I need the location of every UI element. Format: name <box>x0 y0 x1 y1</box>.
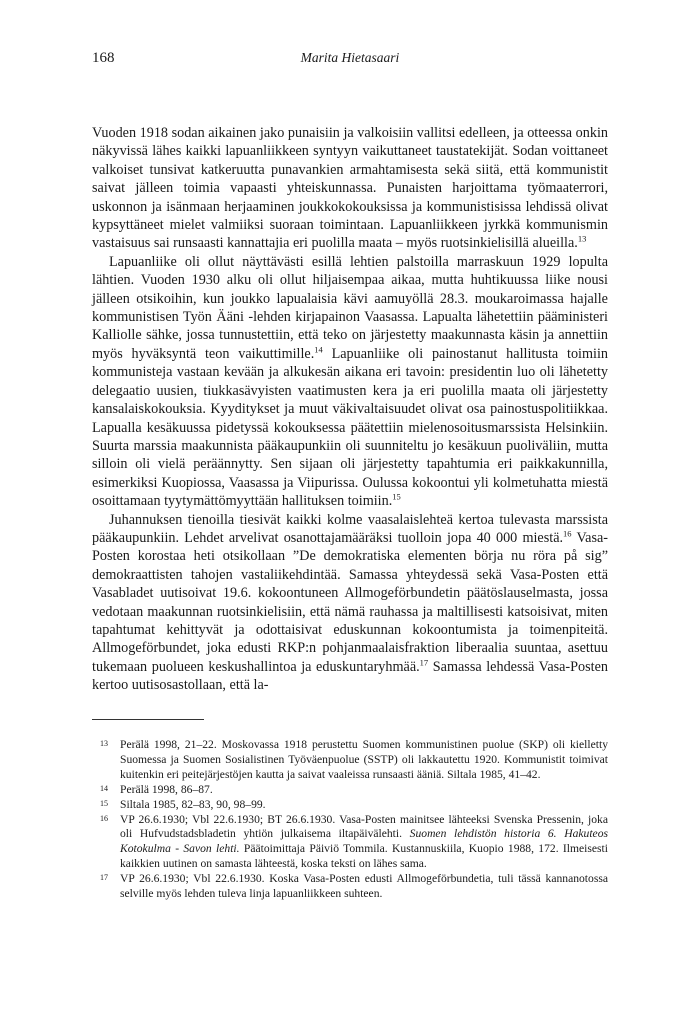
footnote-number: 16 <box>100 813 108 823</box>
footnote-italic-title: Suomen lehdistön historia 6. Hakuteos Kotokulma - Savon lehti. <box>120 827 608 856</box>
page-number: 168 <box>92 50 115 66</box>
paragraph-text: Lapuanliike oli painostanut hallitusta toimiin kommunisteja vastaan kevään ja alkukesän aikana eri tavoin: presidentin luo oli lähetetty delegaatio uusien, tiukkasävyisten vaatimusten kera ja eri puolilla maata oli järjestetty kansalaiskokouksia. Kyyditykset ja muut väkivaltaisuudet olivat osa painostuspolitiikkaa. Lapualla kesäkuussa pidetyssä kokouksessa päätettiin mielenosoitusmarssista Helsinkiin. Suurta marssia maakunnista pääkaupunkiin oli suunniteltu jo kesäkuun puoliväliin, mutta silloin oli vielä peräännytty. Sen sijaan oli järjestetty tapahtumia eri paikkakunnilla, esimerkiksi Kuopiossa, Vaasassa ja Viipurissa. Oulussa kokoontui yli kolmetuhatta miestä osoittamaan tyytymättömyyttään hallituksen toimiin. <box>92 345 608 510</box>
paragraph-text: Samassa lehdessä Vasa-Posten kertoo uutisosastollaan, että la- <box>92 658 608 694</box>
footnotes <box>92 738 608 902</box>
footnote-separator <box>92 719 204 720</box>
footnote-number: 13 <box>100 739 108 748</box>
paragraph-2 <box>92 253 608 511</box>
paragraph-text: Juhannuksen tienoilla tiesivät kaikki kolme vaasalaislehteä kertoa tulevasta marssista pääkaupunkiin. Lehdet arvelivat osanottajamääräksi tuolloin jopa 40 000 miestä. <box>92 511 608 546</box>
footnote-number: 14 <box>100 783 108 793</box>
footnote-text: Perälä 1998, 21–22. Moskovassa 1918 perustettu Suomen kommunistinen puolue (SKP) oli kielletty Suomessa ja Suomen Sosialistinen Työväenpuolue (SSTP) oli lakkautettu 1920. Kommunistit toimivat kuitenkin eri peitejärjestöjen kautta ja saivat vaaleissa runsaasti ääniä. Siltala 1985, 41–42. <box>120 738 608 781</box>
footnote-ref[interactable]: 17 <box>419 657 429 668</box>
footnote-ref[interactable]: 14 <box>314 344 323 355</box>
paragraph-1 <box>92 124 608 253</box>
footnote-text: Päätoimittaja Päiviö Tommila. Kustannuskiila, Kuopio 1988, 172. Ilmeisesti kaikkien uutinen on samasta lähteestä, koska teksti on lähes sama. <box>120 842 608 871</box>
footnote-text: VP 26.6.1930; Vbl 22.6.1930. Koska Vasa-Posten edusti Allmogeförbundetia, tuli tässä kannanotossa selville myös lehden tuleva linja lapuanliikkeen suhteen. <box>120 872 608 901</box>
footnote-text: Siltala 1985, 82–83, 90, 98–99. <box>120 797 266 811</box>
footnote-ref[interactable]: 13 <box>577 233 587 244</box>
footnote-15 <box>92 798 608 813</box>
footnote-text: Perälä 1998, 86–87. <box>120 782 213 796</box>
footnote-number: 15 <box>100 798 108 808</box>
footnote-ref[interactable]: 15 <box>392 491 401 502</box>
footnote-number: 17 <box>100 873 108 883</box>
page-header <box>92 50 608 70</box>
paragraph-text: Vasa-Posten korostaa heti otsikollaan ”De demokratiska elementen börja nu röra på sig” demokraattisten tahojen vastaliikehdintää. Samassa yhteydessä sekä Vasa-Posten että Vasabladet uutisoivat 19.6. kokoontuneen Allmogeförbundetin päätöslauselmasta, jossa vedotaan maakunnan ruotsinkielisiin, että nämä rauhassa ja maltillisesti katsoisivat, miten tapahtumat kehittyvät ja odottaisivat eduskunnan kokoontumista ja toimenpiteitä. Allmogeförbundet, joka edusti RKP:n pohjanmaalaisfraktion liberaalia suuntaa, asettuu tukemaan puolueen keskushallintoa ja eduskuntaryhmää. <box>92 529 609 675</box>
paragraph-3 <box>92 511 608 695</box>
footnote-text: VP 26.6.1930; Vbl 22.6.1930; BT 26.6.1930. Vasa-Posten mainitsee lähteeksi Svenska Pressenin, joka oli Hufvudstadsbladetin yhtiön julkaisema iltapäivälehti. <box>120 812 608 841</box>
footnote-16 <box>92 813 608 873</box>
running-head: Marita Hietasaari <box>300 50 400 65</box>
footnote-13 <box>92 738 608 783</box>
footnote-17 <box>92 872 608 902</box>
footnote-14 <box>92 783 608 798</box>
paragraph-text: Lapuanliike oli ollut näyttävästi esillä lehtien palstoilla marraskuun 1929 lopulta lähtien. Vuoden 1930 alku oli ollut hiljaisempaa aikaa, mutta huhtikuussa liike nousi jälleen otsikoihin, kun joukko lapualaisia kävi aamuyöllä 28.3. moukaroimassa hajalle kommunistisen Työn Ääni -lehden kirjapainon Vaasassa. Lapualta lähetettiin pääministeri Kalliolle sähke, jossa tunnustettiin, että teko on järjestetty maakunnasta käsin ja annettiin myös hyväksyntä teon vaikuttimille. <box>92 253 608 362</box>
footnote-ref[interactable]: 16 <box>563 528 572 539</box>
body-text <box>92 124 608 695</box>
paragraph-text: Vuoden 1918 sodan aikainen jako punaisiin ja valkoisiin vallitsi edelleen, ja otteessa onkin näkyvissä lähes kaikki lapuanliikkeen syntyyn vaikuttaneet taustatekijät. Sodan voittaneet valkoiset tunsivat katkeruutta punavankien armahtamisesta sekä siitä, että kommunistit saivat jälleen toimia vapaasti yhteiskunnassa. Punaisten harjoittama työmaaterrori, uskonnon ja isänmaan herjaaminen joukkokokouksissa ja kommunistisissa lehdissä olivat kypsyttäneet mielet valmiiksi suoraan toimintaan. Lapuanliikkeen jyrkkä kommunismin vastaisuus sai runsaasti kannattajia eri puolilla maata – myös ruotsinkielisillä alueilla. <box>92 125 608 252</box>
